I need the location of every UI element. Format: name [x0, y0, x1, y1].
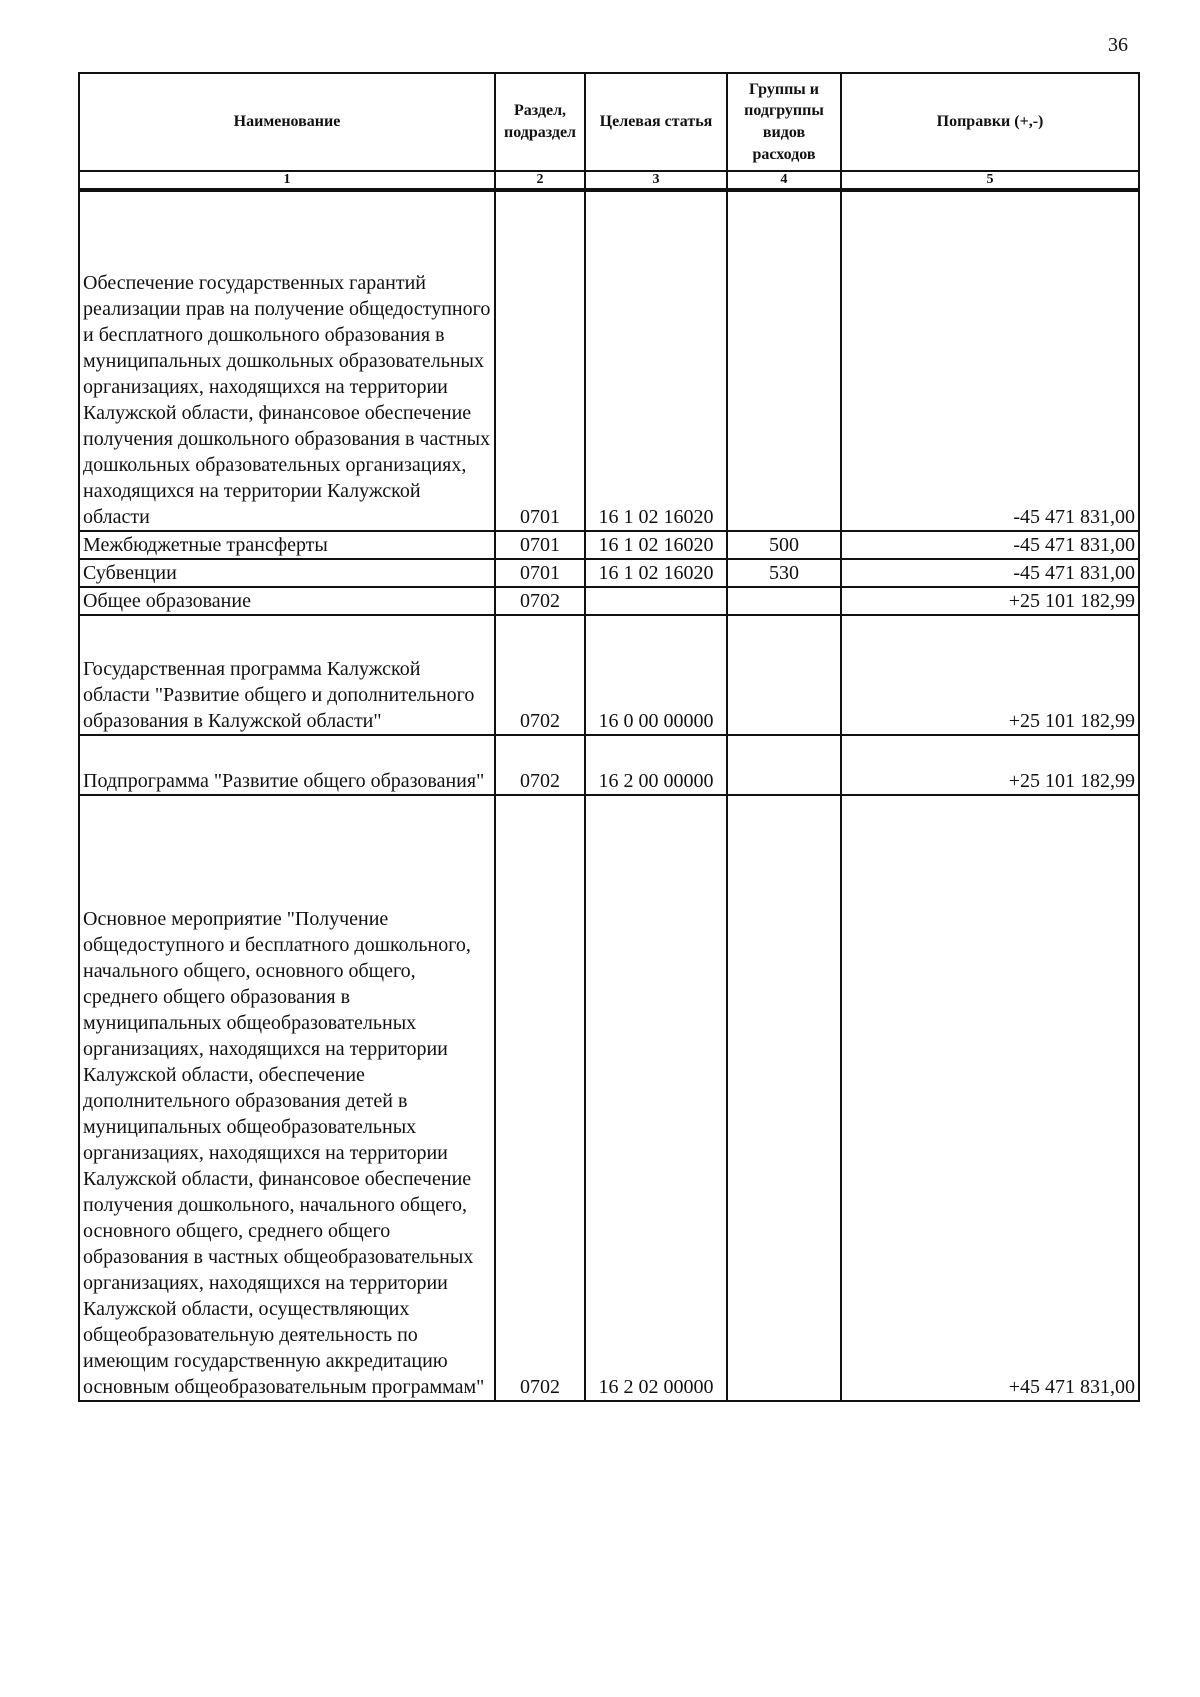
row-amount: +45 471 831,00	[841, 795, 1139, 1401]
row-group: 530	[727, 559, 841, 587]
row-target: 16 1 02 16020	[585, 531, 727, 559]
row-name: Субвенции	[79, 559, 495, 587]
row-group	[727, 795, 841, 1401]
row-target: 16 1 02 16020	[585, 559, 727, 587]
row-amount: -45 471 831,00	[841, 559, 1139, 587]
row-amount: -45 471 831,00	[841, 531, 1139, 559]
header-section: Раздел, подраздел	[495, 73, 585, 171]
row-name: Подпрограмма "Развитие общего образования"	[79, 735, 495, 795]
row-amount: +25 101 182,99	[841, 587, 1139, 615]
table-row	[79, 190, 1139, 531]
row-section: 0702	[495, 735, 585, 795]
table-row	[79, 615, 1139, 735]
row-amount: +25 101 182,99	[841, 615, 1139, 735]
header-target: Целевая статья	[585, 73, 727, 171]
page-number: 36	[1108, 34, 1128, 56]
row-group	[727, 735, 841, 795]
row-section: 0701	[495, 531, 585, 559]
row-amount: +25 101 182,99	[841, 735, 1139, 795]
row-name: Основное мероприятие "Получение общедоступного и бесплатного дошкольного, начального общего, основного общего, среднего общего образования в муниципальных общеобразовательных организациях, находящихся на территории Калужской области, обеспечение дополнительного образования детей в муниципальных общеобразовательных организациях, находящихся на территории Калужской области, финансовое обеспечение получения дошкольного, начального общего, основного общего, среднего общего образования в частных общеобразовательных организациях, находящихся на территории Калужской области, осуществляющих общеобразовательную деятельность по имеющим государственную аккредитацию основным общеобразовательным программам"	[79, 795, 495, 1401]
row-name: Общее образование	[79, 587, 495, 615]
row-section: 0702	[495, 795, 585, 1401]
table-row	[79, 531, 1139, 559]
header-group: Группы и подгруппы видов расходов	[727, 73, 841, 171]
row-name: Государственная программа Калужской области "Развитие общего и дополнительного образования в Калужской области"	[79, 615, 495, 735]
row-group	[727, 587, 841, 615]
header-name: Наименование	[79, 73, 495, 171]
column-number-row	[79, 171, 1139, 190]
row-target: 16 2 02 00000	[585, 795, 727, 1401]
row-group: 500	[727, 531, 841, 559]
row-group	[727, 190, 841, 531]
row-group	[727, 615, 841, 735]
row-target: 16 0 00 00000	[585, 615, 727, 735]
row-amount: -45 471 831,00	[841, 190, 1139, 531]
header-row	[79, 73, 1139, 171]
row-section: 0702	[495, 615, 585, 735]
row-section: 0702	[495, 587, 585, 615]
table-row	[79, 587, 1139, 615]
table-row	[79, 795, 1139, 1401]
column-number: 1	[79, 171, 495, 190]
table-row	[79, 559, 1139, 587]
row-section: 0701	[495, 559, 585, 587]
row-name: Обеспечение государственных гарантий реализации прав на получение общедоступного и бесплатного дошкольного образования в муниципальных дошкольных образовательных организациях, находящихся на территории Калужской области, финансовое обеспечение получения дошкольного образования в частных дошкольных образовательных организациях, находящихся на территории Калужской области	[79, 190, 495, 531]
budget-table	[78, 72, 1140, 1402]
column-number: 5	[841, 171, 1139, 190]
row-name: Межбюджетные трансферты	[79, 531, 495, 559]
row-target: 16 2 00 00000	[585, 735, 727, 795]
column-number: 2	[495, 171, 585, 190]
table-row	[79, 735, 1139, 795]
row-section: 0701	[495, 190, 585, 531]
row-target: 16 1 02 16020	[585, 190, 727, 531]
column-number: 3	[585, 171, 727, 190]
column-number: 4	[727, 171, 841, 190]
row-target	[585, 587, 727, 615]
header-amount: Поправки (+,-)	[841, 73, 1139, 171]
